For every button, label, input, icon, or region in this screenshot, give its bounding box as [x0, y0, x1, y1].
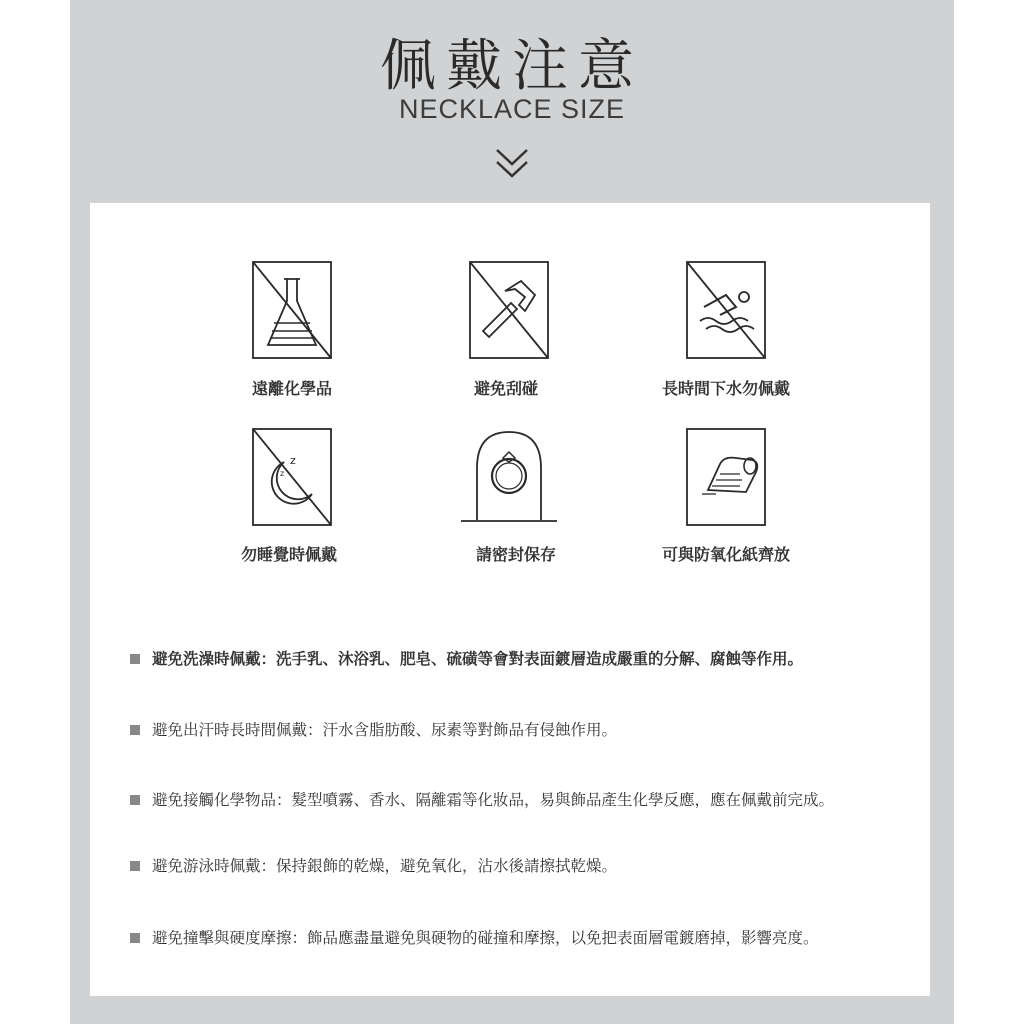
- no-hammer-icon: [469, 261, 549, 359]
- bullet-square-icon: [130, 933, 140, 943]
- bullet-square-icon: [130, 725, 140, 735]
- svg-text:z: z: [290, 454, 296, 467]
- bullet-square-icon: [130, 654, 140, 664]
- no-swimming-icon: [686, 261, 766, 359]
- care-note-text: 避免接觸化學物品：髮型噴霧、香水、隔離霜等化妝品，易與飾品產生化學反應，應在佩戴前完成。: [152, 791, 835, 809]
- icon-label-sleeping: 勿睡覺時佩戴: [240, 545, 337, 564]
- icon-label-hammer: 避免刮碰: [473, 379, 538, 398]
- icon-label-swimming: 長時間下水勿佩戴: [661, 379, 790, 398]
- double-chevron-down-icon: [494, 146, 530, 182]
- bullet-square-icon: [130, 861, 140, 871]
- anti-oxidation-paper-icon: [686, 428, 766, 526]
- care-note-text: 避免游泳時佩戴：保持銀飾的乾燥，避免氧化，沾水後請擦拭乾燥。: [152, 857, 618, 875]
- icon-label-paper: 可與防氧化紙齊放: [661, 545, 790, 564]
- care-note-text: 避免洗澡時佩戴：洗手乳、沐浴乳、肥皂、硫磺等會對表面鍍層造成嚴重的分解、腐蝕等作用。: [152, 650, 804, 668]
- icon-label-sealed: 請密封保存: [475, 545, 556, 564]
- bullet-square-icon: [130, 795, 140, 805]
- page-subtitle: NECKLACE SIZE: [398, 94, 626, 124]
- icon-label-chemicals: 遠離化學品: [251, 379, 332, 398]
- sealed-bag-ring-icon: [459, 428, 559, 526]
- page-title: 佩戴注意: [380, 34, 644, 99]
- care-note-text: 避免撞擊與硬度摩擦：飾品應盡量避免與硬物的碰撞和摩擦，以免把表面層電鍍磨掉，影響亮度。: [152, 929, 819, 947]
- svg-text:z: z: [280, 469, 285, 478]
- no-chemicals-icon: [252, 261, 332, 359]
- care-note-text: 避免出汗時長時間佩戴：汗水含脂肪酸、尿素等對飾品有侵蝕作用。: [152, 721, 618, 739]
- no-sleeping-icon: [252, 428, 332, 526]
